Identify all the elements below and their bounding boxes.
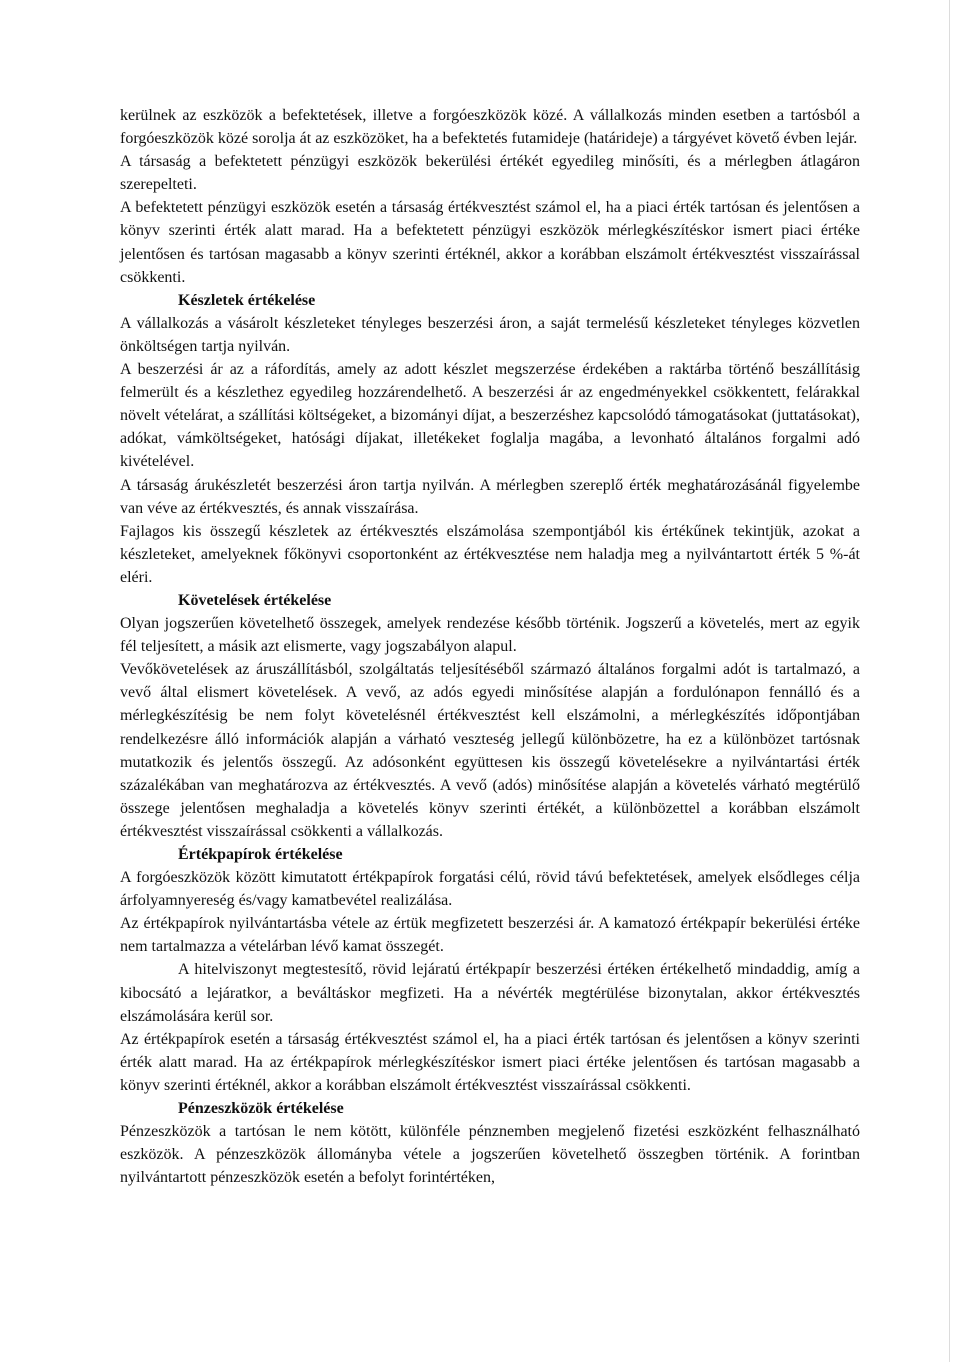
paragraph: Az értékpapírok nyilvántartásba vétele az értük megfizetett beszerzési ár. A kamatozó értékpapír bekerülési értéke nem tartalmazza a vételárban lévő kamat összegét. [120, 915, 860, 956]
paragraph: A társaság a befektetett pénzügyi eszközök bekerülési értékét egyedileg minősíti, és a mérlegben átlagáron szerepelteti. [120, 153, 860, 194]
paragraph: A forgóeszközök között kimutatott értékpapírok forgatási célú, rövid távú befektetések, amelyek elsődleges célja árfolyamnyereség és/vagy kamatbevétel realizálása. [120, 869, 860, 910]
paragraph: A társaság árukészletét beszerzési áron tartja nyilván. A mérlegben szereplő érték meghatározásánál figyelembe van véve az értékvesztés, és annak visszaírása. [120, 476, 860, 517]
paragraph: A beszerzési ár az a ráfordítás, amely az adott készlet megszerzése érdekében a raktárba történő beszállításig felmerült és a készlethez egyedileg hozzárendelhető. A beszerzési ár az engedményekkel csökkentett, felárakkal növelt vételárat, a szállítási költségeket, a bizományi díjat, a beszerzéshez kapcsolódó támogatásokat (juttatásokat), adókat, vámköltségeket, hatósági díjakat, illetékeket foglalja magába, a levonható általános forgalmi adó kivételével. [120, 361, 860, 471]
paragraph: A befektetett pénzügyi eszközök esetén a társaság értékvesztést számol el, ha a piaci érték tartósan és jelentősen a könyv szerinti érték alatt marad. Ha a befektetett pénzügyi eszközök mérlegkészítéskor ismert piaci értéke jelentősen és tartósan magasabb a könyv szerinti értéknél, akkor a korábban elszámolt értékvesztést visszaírással csökkenti. [120, 199, 860, 286]
paragraph: Fajlagos kis összegű készletek az értékvesztés elszámolása szempontjából kis értékűnek tekintjük, azokat a készleteket, amelyeknek főkönyvi csoportonként az értékvesztése nem haladja meg a nyilvántartott érték 5 %-át eléri. [120, 522, 860, 586]
paragraph: kerülnek az eszközök a befektetések, illetve a forgóeszközök közé. A vállalkozás minden esetben a tartósból a forgóeszközök közé sorolja át az eszközöket, ha a befektetés futamideje (határideje) a tárgyévet követő évben lejár. [120, 107, 860, 148]
section-heading-keszletek: Készletek értékelése [178, 291, 316, 309]
section-heading-penzeszkozok: Pénzeszközök értékelése [178, 1100, 344, 1118]
paragraph: A vállalkozás a vásárolt készleteket tényleges beszerzési áron, a saját termelésű készleteket tényleges közvetlen önköltségen tartja nyilván. [120, 314, 860, 355]
paragraph: Olyan jogszerűen követelhető összegek, amelyek rendezése később történik. Jogszerű a követelés, mert az egyik fél teljesített, a másik azt elismerte, vagy jogszabályon alapul. [120, 615, 860, 656]
paragraph: Vevőkövetelések az áruszállításból, szolgáltatás teljesítéséből származó általános forgalmi adót is tartalmazó, a vevő által elismert követelések. A vevő, az adós egyedi minősítése alapján a fordulónapon fennálló és a mérlegkészítésig be nem folyt követelésnél értékvesztést kell elszámolni, a mérlegkészítés időpontjában rendelkezésre álló információk alapján a várható veszteség jellegű különbözetre, ha ez a különbözet tartósnak mutatkozik és jelentős összegű. Az adósonként együttesen kis összegű követelésekre a nyilvántartási érték százalékában van meghatározva az értékvesztés. A vevő (adós) minősítése alapján a követelés várható megtérülő összege jelentősen meghaladja a követelés könyv szerinti értékét, a különbözettel a korábban elszámolt értékvesztést visszaírással csökkenti a vállalkozás. [120, 661, 860, 840]
paragraph-indented: A hitelviszonyt megtestesítő, rövid lejáratú értékpapír beszerzési értéken értékelhető mindaddig, amíg a kibocsátó a lejáratkor, a beváltáskor megfizeti. Ha a névérték megtérülése bizonytalan, akkor értékvesztés elszámolására kerül sor. [120, 961, 860, 1025]
section-heading-kovetelesek: Követelések értékelése [178, 591, 332, 609]
paragraph: Az értékpapírok esetén a társaság értékvesztést számol el, ha a piaci érték tartósan és jelentősen a könyv szerinti érték alatt marad. Ha az értékpapírok mérlegkészítéskor ismert piaci értéke jelentősen és tartósan magasabb a könyv szerinti értéknél, akkor a korábban elszámolt értékvesztést visszaírással csökkenti. [120, 1030, 860, 1094]
document-body [120, 104, 860, 1189]
paragraph: Pénzeszközök a tartósan le nem kötött, különféle pénznemben megjelenő fizetési eszközként felhasználható eszközök. A pénzeszközök állományba vétele a jogszerűen követelhető összegben történik. A forintban nyilvántartott pénzeszközök esetén a befolyt forintértéken, [120, 1123, 860, 1187]
section-heading-ertekpapirok: Értékpapírok értékelése [178, 846, 343, 863]
page-edge-line [949, 0, 950, 1362]
